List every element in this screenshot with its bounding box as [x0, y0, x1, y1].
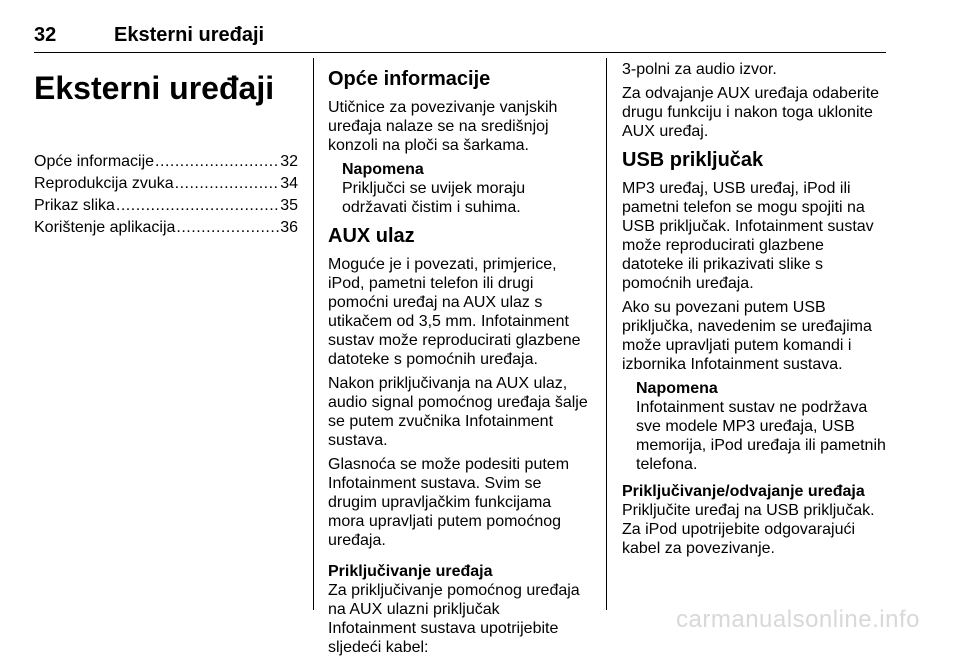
paragraph: Moguće je i povezati, primjerice, iPod, pametni telefon ili drugi pomoćni uređaj na AUX ulaz s utikačem od 3,5 mm. Infotainment sustav može reproducirati glazbene datoteke s pomoćnih uređaja.	[328, 256, 581, 368]
toc-label: Reprodukcija zvuka	[34, 175, 174, 192]
paragraph: Priključite uređaj na USB priključak. Za iPod upotrijebite odgovarajući kabel za povezivanje.	[622, 502, 875, 557]
toc-leader	[116, 196, 279, 215]
toc-label: Prikaz slika	[34, 197, 115, 214]
paragraph: MP3 uređaj, USB uređaj, iPod ili pametni telefon se mogu spojiti na USB priključak. Infotainment sustav može reproducirati glazbene datoteke ili prikazivati slike s pomoćnih uređaja.	[622, 180, 874, 292]
toc-item[interactable]	[34, 174, 298, 193]
toc-leader	[175, 174, 280, 193]
column-divider-1	[313, 58, 314, 610]
toc-item[interactable]	[34, 218, 298, 237]
toc-leader	[176, 218, 279, 237]
column-1	[34, 60, 298, 240]
paragraph: Utičnice za povezivanje vanjskih uređaja nalaze se na središnjoj konzoli na ploči sa šarkama.	[328, 99, 558, 154]
note-text: Priključci se uvijek moraju održavati čistim i suhima.	[342, 180, 526, 216]
table-of-contents	[34, 152, 298, 237]
paragraph: Za priključivanje pomoćnog uređaja na AUX ulazni priključak Infotainment sustava upotrijebite sljedeći kabel:	[328, 582, 580, 656]
note-title: Napomena	[342, 161, 424, 178]
toc-label: Opće informacije	[34, 153, 155, 170]
toc-page: 34	[280, 175, 298, 192]
note-title: Napomena	[636, 380, 718, 397]
column-3	[622, 60, 886, 563]
paragraph: Glasnoća se može podesiti putem Infotainment sustava. Svim se drugim upravljačkim funkcijama mora upravljati putem pomoćnog uređaja.	[328, 456, 570, 549]
toc-page: 35	[280, 197, 298, 214]
chapter-title: Eksterni uređaji	[34, 70, 275, 106]
subheading-connect: Priključivanje uređaja	[328, 563, 493, 580]
column-divider-2	[606, 58, 607, 610]
toc-page: 36	[280, 219, 298, 236]
note-text: Infotainment sustav ne podržava sve modele MP3 uređaja, USB memorija, iPod uređaja ili pametnih telefona.	[636, 399, 886, 473]
note-box	[636, 379, 886, 474]
section-heading-usb: USB priključak	[622, 149, 764, 171]
toc-label: Korištenje aplikacija	[34, 219, 176, 236]
toc-item[interactable]	[34, 196, 298, 215]
paragraph: Ako su povezani putem USB priključka, navedenim se uređajima može upravljati putem komandi i izbornika Infotainment sustava.	[622, 299, 872, 373]
toc-leader	[155, 152, 279, 171]
paragraph: Nakon priključivanja na AUX ulaz, audio signal pomoćnog uređaja šalje se putem zvučnika Infotainment sustava.	[328, 375, 588, 449]
toc-page: 32	[280, 153, 298, 170]
column-2	[328, 60, 590, 662]
page-header	[34, 20, 886, 53]
paragraph: 3-polni za audio izvor.	[622, 61, 777, 78]
note-box	[342, 160, 590, 217]
section-heading-general: Opće informacije	[328, 68, 491, 90]
page-number: 32	[34, 24, 57, 46]
toc-item[interactable]	[34, 152, 298, 171]
header-title: Eksterni uređaji	[114, 24, 265, 46]
watermark: carmanualsonline.info	[676, 606, 920, 633]
subheading-usb: Priključivanje/odvajanje uređaja	[622, 483, 865, 500]
section-heading-aux: AUX ulaz	[328, 225, 415, 247]
paragraph: Za odvajanje AUX uređaja odaberite drugu funkciju i nakon toga uklonite AUX uređaj.	[622, 85, 880, 140]
